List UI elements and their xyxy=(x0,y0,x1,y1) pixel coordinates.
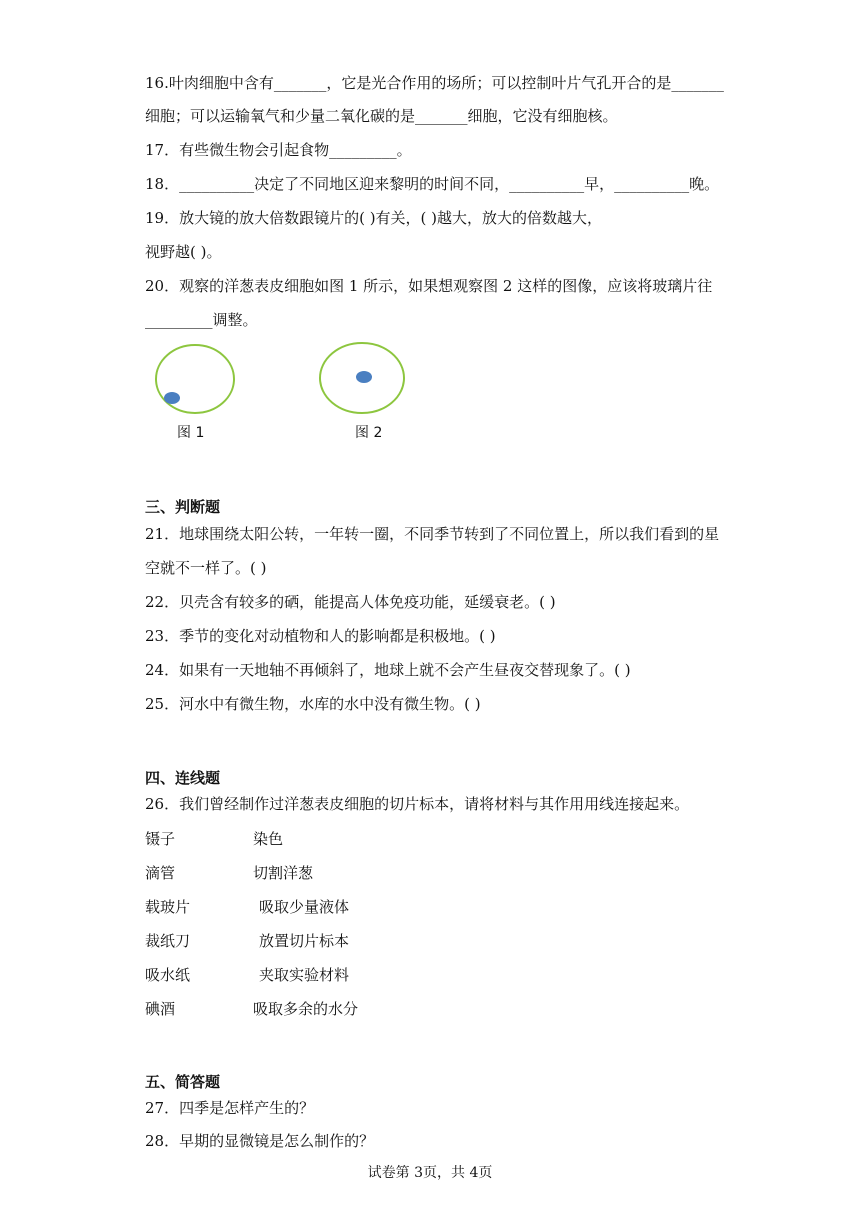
page-footer: 试卷第 3页，共 4页 xyxy=(367,1165,493,1181)
question-18: 18．__________决定了不同地区迎来黎明的时间不同，__________早，__________晚。 xyxy=(145,175,720,193)
section-4-heading: 四、连线题 xyxy=(145,769,221,787)
question-20-line2: _________调整。 xyxy=(145,311,258,329)
use-label: 吸取少量液体 xyxy=(259,898,350,916)
figure-2-cell-dot xyxy=(356,371,372,383)
question-22: 22．贝壳含有较多的硒，能提高人体免疫功能，延缓衰老。( ) xyxy=(145,593,556,611)
figure-1 xyxy=(153,342,239,416)
matching-row xyxy=(145,862,545,882)
matching-row xyxy=(145,828,545,848)
use-label: 放置切片标本 xyxy=(259,932,350,950)
figure-2-label: 图 2 xyxy=(355,425,383,441)
material-label: 镊子 xyxy=(145,830,176,848)
section-3-heading: 三、判断题 xyxy=(145,498,221,516)
figure-2-circle xyxy=(317,340,409,416)
question-16-line1: 16.叶肉细胞中含有_______，它是光合作用的场所；可以控制叶片气孔开合的是_______ xyxy=(145,74,724,92)
question-28: 28．早期的显微镜是怎么制作的？ xyxy=(145,1132,375,1150)
figure-1-label: 图 1 xyxy=(177,425,205,441)
material-label: 碘酒 xyxy=(145,1000,176,1018)
question-21-line2: 空就不一样了。( ) xyxy=(145,559,267,577)
question-25: 25．河水中有微生物，水库的水中没有微生物。( ) xyxy=(145,695,481,713)
figure-1-circle xyxy=(153,342,239,416)
use-label: 切割洋葱 xyxy=(253,864,314,882)
matching-row xyxy=(145,998,545,1018)
material-label: 滴管 xyxy=(145,864,176,882)
question-23: 23．季节的变化对动植物和人的影响都是积极地。( ) xyxy=(145,627,496,645)
matching-row xyxy=(145,896,545,916)
question-17: 17．有些微生物会引起食物_________。 xyxy=(145,141,412,159)
question-24: 24．如果有一天地轴不再倾斜了，地球上就不会产生昼夜交替现象了。( ) xyxy=(145,661,631,679)
figure-2 xyxy=(317,340,409,416)
matching-row xyxy=(145,930,545,950)
question-19-line2: 视野越( )。 xyxy=(145,243,222,261)
use-label: 吸取多余的水分 xyxy=(253,1000,359,1018)
question-26: 26．我们曾经制作过洋葱表皮细胞的切片标本，请将材料与其作用用线连接起来。 xyxy=(145,795,690,813)
material-label: 裁纸刀 xyxy=(145,932,191,950)
material-label: 载玻片 xyxy=(145,898,191,916)
question-27: 27．四季是怎样产生的？ xyxy=(145,1099,315,1117)
matching-row xyxy=(145,964,545,984)
use-label: 夹取实验材料 xyxy=(259,966,350,984)
question-20-line1: 20．观察的洋葱表皮细胞如图 1 所示，如果想观察图 2 这样的图像，应该将玻璃片往 xyxy=(145,277,713,295)
section-5-heading: 五、简答题 xyxy=(145,1073,221,1091)
question-16-line2: 细胞；可以运输氧气和少量二氧化碳的是_______细胞，它没有细胞核。 xyxy=(145,107,618,125)
material-label: 吸水纸 xyxy=(145,966,191,984)
figure-1-cell-dot xyxy=(164,392,180,404)
question-19-line1: 19．放大镜的放大倍数跟镜片的( )有关，( )越大，放大的倍数越大， xyxy=(145,209,603,227)
use-label: 染色 xyxy=(253,830,284,848)
question-21-line1: 21．地球围绕太阳公转，一年转一圈，不同季节转到了不同位置上，所以我们看到的星 xyxy=(145,525,720,543)
